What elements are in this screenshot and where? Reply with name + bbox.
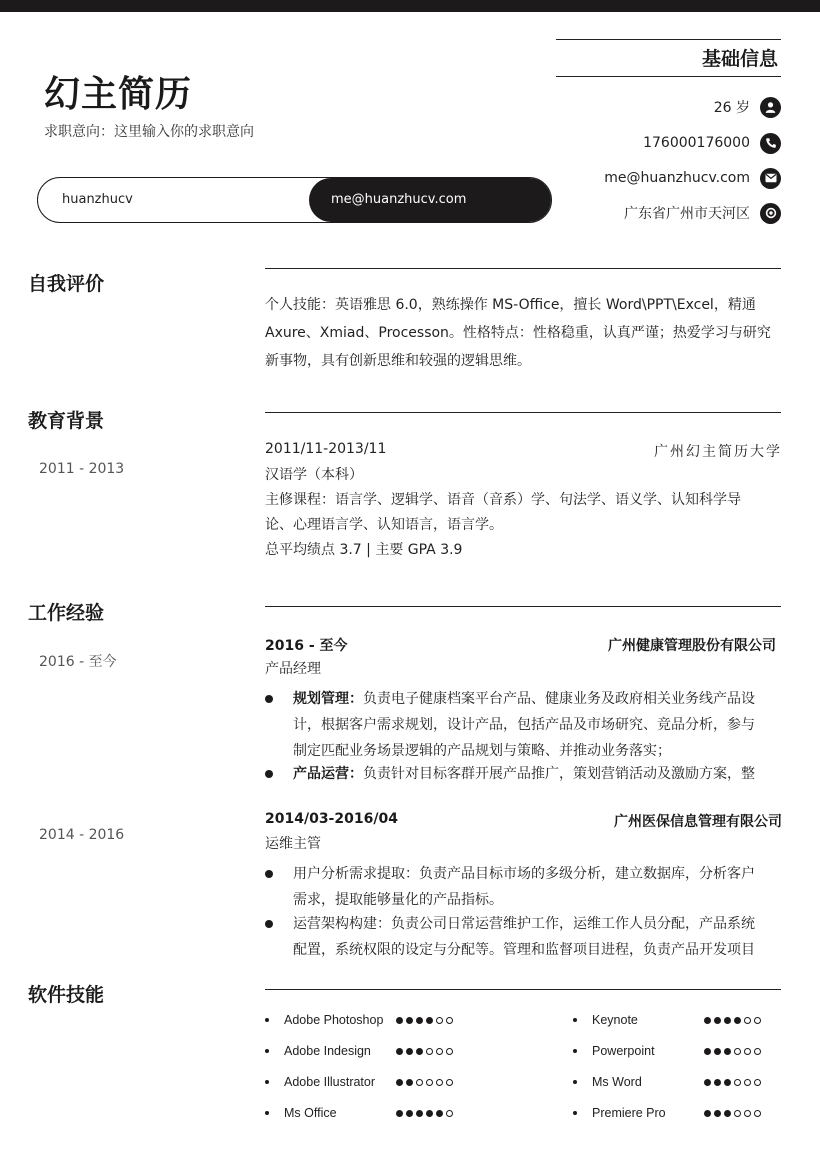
work-title: 工作经验	[28, 602, 105, 624]
job1-header	[265, 635, 782, 655]
job-intent	[44, 121, 254, 141]
rating-dot-empty	[754, 1079, 761, 1086]
job2-role: 运维主管	[265, 836, 321, 852]
job1-side-date: 2016 - 至今	[39, 654, 117, 670]
rating-dot-empty	[426, 1079, 433, 1086]
contact-pill	[37, 177, 552, 223]
skills-rule	[265, 989, 781, 990]
bullet-label: 规划管理：	[293, 691, 363, 707]
pill-email: me@huanzhucv.com	[309, 178, 551, 222]
rating-dot-empty	[436, 1079, 443, 1086]
skill-name: Premiere Pro	[592, 1106, 666, 1120]
skill-bullet	[265, 1111, 269, 1115]
rating-dot-empty	[744, 1110, 751, 1117]
job-intent-value: 这里输入你的求职意向	[114, 124, 254, 140]
info-email	[556, 166, 781, 190]
skill-bullet	[265, 1049, 269, 1053]
education-degree: 汉语学（本科）	[265, 467, 363, 483]
bullet-line: 负责针对目标客群开展产品推广，策划营销活动及激励方案，整	[363, 766, 755, 782]
info-location	[556, 201, 781, 225]
rating-dot-filled	[724, 1017, 731, 1024]
skill-item	[573, 1041, 761, 1061]
skill-name: Adobe Illustrator	[284, 1075, 376, 1089]
location-text: 广东省广州市天河区	[624, 206, 750, 222]
job1-bullet-1	[265, 686, 783, 764]
skill-bullet	[265, 1080, 269, 1084]
rating-dot-empty	[744, 1048, 751, 1055]
phone-icon	[760, 133, 781, 154]
bullet-line: 计，根据客户需求规划，设计产品，包括产品及市场研究、竞品分析，参与	[293, 717, 755, 733]
user-icon	[760, 97, 781, 118]
rating-dot-empty	[416, 1079, 423, 1086]
bullet-line: 需求，提取能够量化的产品指标。	[293, 892, 503, 908]
rating-dot-empty	[734, 1048, 741, 1055]
rating-dot-filled	[724, 1048, 731, 1055]
phone-text: 176000176000	[643, 135, 750, 151]
job2-period: 2014/03-2016/04	[265, 811, 398, 827]
education-title: 教育背景	[28, 410, 105, 432]
skill-item	[265, 1041, 453, 1061]
rating-dot-empty	[426, 1048, 433, 1055]
skill-rating	[396, 1017, 453, 1024]
rating-dot-filled	[724, 1110, 731, 1117]
education-courses-1: 主修课程：语言学、逻辑学、语音（音系）学、句法学、语义学、认知科学导	[265, 492, 741, 508]
job-intent-label: 求职意向：	[44, 124, 114, 140]
rating-dot-filled	[714, 1079, 721, 1086]
skill-name: Adobe Photoshop	[284, 1013, 384, 1027]
job1-company: 广州健康管理股份有限公司	[608, 638, 776, 654]
skill-name: Keynote	[592, 1013, 638, 1027]
self-eval-rule	[265, 268, 781, 269]
rating-dot-filled	[416, 1017, 423, 1024]
education-rule	[265, 412, 781, 413]
self-eval-line: 新事物，具有创新思维和较强的逻辑思维。	[265, 353, 531, 369]
rating-dot-empty	[754, 1110, 761, 1117]
skill-rating	[704, 1079, 761, 1086]
education-period: 2011/11-2013/11	[265, 441, 387, 457]
skill-rating	[704, 1017, 761, 1024]
rating-dot-empty	[446, 1079, 453, 1086]
rating-dot-empty	[754, 1048, 761, 1055]
skill-item	[265, 1010, 453, 1030]
skill-bullet	[573, 1111, 577, 1115]
rating-dot-empty	[744, 1017, 751, 1024]
work-rule	[265, 606, 781, 607]
education-gpa: 总平均绩点 3.7 | 主要 GPA 3.9	[265, 542, 463, 558]
bullet-line: 运营架构构建：负责公司日常运营维护工作，运维工作人员分配，产品系统	[293, 916, 755, 932]
info-phone	[556, 131, 781, 155]
bullet-label: 产品运营：	[293, 766, 363, 782]
skill-bullet	[573, 1080, 577, 1084]
rating-dot-filled	[426, 1110, 433, 1117]
skill-bullet	[573, 1018, 577, 1022]
skill-rating	[704, 1110, 761, 1117]
skills-title: 软件技能	[28, 984, 105, 1006]
education-school: 广州幻主简历大学	[654, 444, 782, 460]
skill-rating	[396, 1048, 453, 1055]
rating-dot-empty	[446, 1110, 453, 1117]
rating-dot-filled	[406, 1079, 413, 1086]
self-eval-text	[265, 291, 783, 375]
rating-dot-empty	[446, 1017, 453, 1024]
skill-item	[573, 1010, 761, 1030]
rating-dot-empty	[734, 1079, 741, 1086]
job2-header	[265, 811, 782, 831]
rating-dot-filled	[406, 1017, 413, 1024]
rating-dot-filled	[714, 1110, 721, 1117]
job2-side-date: 2014 - 2016	[39, 827, 125, 843]
skill-name: Powerpoint	[592, 1044, 655, 1058]
rating-dot-empty	[446, 1048, 453, 1055]
bullet-line: 配置，系统权限的设定与分配等。管理和监督项目进程，负责产品开发项目	[293, 942, 755, 958]
rating-dot-filled	[396, 1079, 403, 1086]
bullet-line: 制定匹配业务场景逻辑的产品规划与策略、并推动业务落实；	[293, 743, 671, 759]
rating-dot-filled	[724, 1079, 731, 1086]
self-eval-line: 个人技能：英语雅思 6.0，熟练操作 MS-Office，擅长 Word\PPT\Excel，精通	[265, 297, 756, 313]
age-text: 26 岁	[713, 100, 750, 116]
rating-dot-filled	[704, 1048, 711, 1055]
rating-dot-filled	[406, 1048, 413, 1055]
location-icon	[760, 203, 781, 224]
skill-name: Ms Office	[284, 1106, 337, 1120]
rating-dot-empty	[436, 1048, 443, 1055]
info-bottom-rule	[556, 76, 781, 77]
bullet-dot	[265, 920, 273, 928]
skill-rating	[704, 1048, 761, 1055]
rating-dot-empty	[436, 1017, 443, 1024]
rating-dot-empty	[734, 1110, 741, 1117]
skill-item	[265, 1103, 453, 1123]
rating-dot-filled	[704, 1017, 711, 1024]
rating-dot-filled	[396, 1048, 403, 1055]
email-text: me@huanzhucv.com	[604, 170, 750, 186]
basic-info-title: 基础信息	[701, 48, 778, 70]
education-courses-2: 论、心理语言学、认知语言，语言学。	[265, 517, 503, 533]
job1-bullet-2	[265, 761, 783, 787]
rating-dot-empty	[754, 1017, 761, 1024]
mail-icon	[760, 168, 781, 189]
info-age	[556, 95, 781, 119]
skill-bullet	[573, 1049, 577, 1053]
bullet-dot	[265, 870, 273, 878]
education-header	[265, 441, 782, 461]
skill-name: Adobe Indesign	[284, 1044, 371, 1058]
education-side-date: 2011 - 2013	[39, 461, 125, 477]
rating-dot-filled	[734, 1017, 741, 1024]
rating-dot-filled	[406, 1110, 413, 1117]
rating-dot-filled	[704, 1079, 711, 1086]
skill-rating	[396, 1079, 453, 1086]
rating-dot-filled	[416, 1048, 423, 1055]
skill-item	[265, 1072, 453, 1092]
skill-bullet	[265, 1018, 269, 1022]
rating-dot-filled	[416, 1110, 423, 1117]
bullet-dot	[265, 770, 273, 778]
bullet-line: 负责电子健康档案平台产品、健康业务及政府相关业务线产品设	[363, 691, 755, 707]
bullet-line: 用户分析需求提取：负责产品目标市场的多级分析，建立数据库，分析客户	[293, 866, 755, 882]
job2-bullet-1	[265, 861, 783, 913]
skill-rating	[396, 1110, 453, 1117]
pill-website: huanzhucv	[62, 192, 133, 207]
skill-item	[573, 1072, 761, 1092]
rating-dot-empty	[744, 1079, 751, 1086]
rating-dot-filled	[436, 1110, 443, 1117]
rating-dot-filled	[714, 1048, 721, 1055]
info-top-rule	[556, 39, 781, 40]
rating-dot-filled	[396, 1017, 403, 1024]
self-eval-title: 自我评价	[28, 273, 105, 295]
bullet-dot	[265, 695, 273, 703]
job1-period: 2016 - 至今	[265, 638, 348, 654]
rating-dot-filled	[714, 1017, 721, 1024]
top-bar	[0, 0, 820, 12]
rating-dot-filled	[426, 1017, 433, 1024]
skill-item	[573, 1103, 761, 1123]
self-eval-line: Axure、Xmiad、Processon。性格特点：性格稳重，认真严谨；热爱学习与研究	[265, 325, 771, 341]
job1-role: 产品经理	[265, 661, 321, 677]
job2-company: 广州医保信息管理有限公司	[614, 814, 782, 830]
resume-name: 幻主简历	[44, 74, 193, 115]
rating-dot-filled	[704, 1110, 711, 1117]
rating-dot-filled	[396, 1110, 403, 1117]
skill-name: Ms Word	[592, 1075, 642, 1089]
job2-bullet-2	[265, 911, 783, 963]
